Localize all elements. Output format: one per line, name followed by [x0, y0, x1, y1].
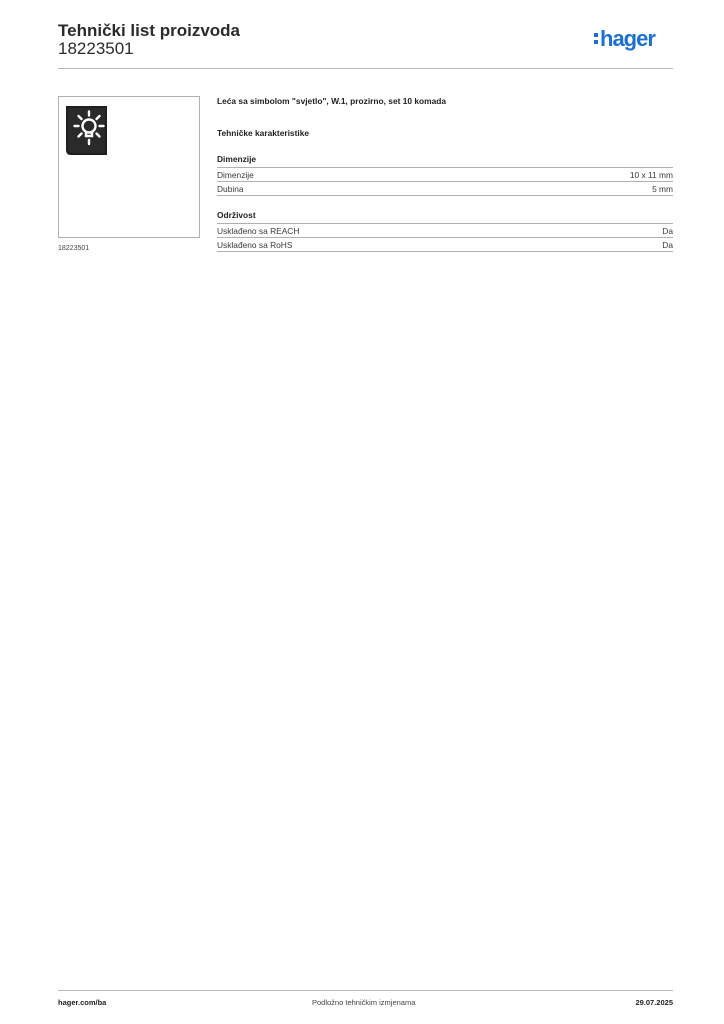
spec-label: Dimenzije — [217, 168, 427, 182]
product-details — [217, 96, 673, 252]
product-title: Leća sa simbolom "svjetlo", W.1, prozirno, set 10 komada — [217, 96, 447, 106]
spec-value: 10 x 11 mm — [427, 168, 673, 182]
image-caption: 18223501 — [58, 245, 90, 252]
spec-value: Da — [621, 238, 674, 252]
product-code: 18223501 — [58, 39, 134, 58]
logo-text: hager — [600, 26, 655, 51]
spec-label: Usklađeno sa RoHS — [217, 238, 621, 252]
spec-value: Da — [621, 224, 674, 238]
footer-notice: Podložno tehničkim izmjenama — [312, 998, 416, 1007]
footer-website-link[interactable]: hager.com/ba — [58, 998, 107, 1007]
page-title: Tehnički list proizvoda — [58, 21, 240, 40]
section-heading-sustainability: Održivost — [217, 210, 256, 220]
spec-label: Dubina — [217, 182, 427, 196]
dimensions-table — [217, 167, 673, 196]
spec-label: Usklađeno sa REACH — [217, 224, 621, 238]
section-heading-dimensions: Dimenzije — [217, 154, 257, 164]
hager-logo[interactable] — [592, 26, 674, 56]
light-bulb-symbol-icon — [59, 97, 199, 237]
spec-value: 5 mm — [427, 182, 673, 196]
characteristics-heading: Tehničke karakteristike — [217, 128, 310, 138]
table-row — [217, 224, 673, 238]
footer-date: 29.07.2025 — [635, 998, 673, 1007]
table-row — [217, 238, 673, 252]
product-image — [58, 96, 200, 238]
footer-divider — [58, 990, 673, 991]
table-row — [217, 182, 673, 196]
header-divider — [58, 68, 673, 69]
sustainability-table — [217, 223, 673, 252]
table-row — [217, 168, 673, 182]
